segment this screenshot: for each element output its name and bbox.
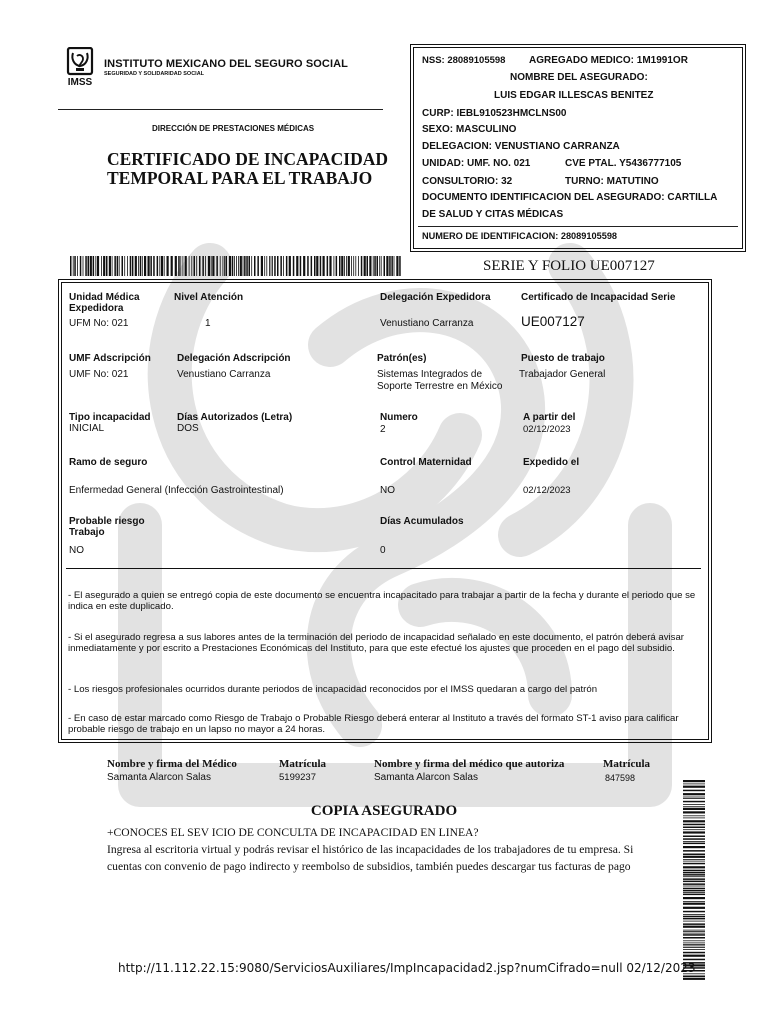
barcode-bar [683, 978, 705, 980]
barcode-bar [341, 256, 343, 276]
barcode-bar [683, 863, 705, 865]
barcode-bar [683, 811, 705, 813]
certificado-serie-label: Certificado de Incapacidad Serie [521, 292, 676, 303]
details-box-inner [61, 282, 709, 740]
barcode-vertical [683, 780, 705, 980]
barcode-bar [355, 256, 356, 276]
barcode-bar [683, 903, 705, 905]
barcode-bar [208, 256, 210, 276]
barcode-bar [271, 256, 272, 276]
barcode-bar [130, 256, 132, 276]
barcode-bar [112, 256, 113, 276]
barcode-bar [199, 256, 201, 276]
barcode-bar [683, 881, 705, 883]
promo-body: Ingresa al escritoria virtual y podrás revisar el histórico de las incapacidades de los trabajadores de tu empresa. Si cuentas con convenio de pago indirecto y reembolso de subsidios, también puedes descargar tus facturas de pago [107, 843, 634, 873]
barcode-bar [683, 888, 705, 890]
info-separator [418, 226, 738, 227]
barcode-bar [683, 921, 705, 922]
barcode-bar [109, 256, 111, 276]
barcode-bar [344, 256, 345, 276]
barcode-bar [683, 786, 705, 788]
barcode-bar [132, 256, 134, 276]
ramo-seguro-value: Enfermedad General (Infección Gastrointestinal) [69, 485, 284, 496]
barcode-bar [303, 256, 305, 276]
barcode-bar [396, 256, 398, 276]
delegacion-adscripcion-label: Delegación Adscripción [177, 353, 291, 364]
documento-identificacion-2: DE SALUD Y CITAS MÉDICAS [422, 209, 564, 220]
barcode-bar [353, 256, 354, 276]
barcode-bar [381, 256, 382, 276]
barcode-bar [683, 836, 705, 838]
barcode-bar [307, 256, 309, 276]
barcode-bar [257, 256, 259, 276]
barcode-bar [224, 256, 225, 276]
probable-riesgo-value: NO [69, 545, 84, 556]
barcode-bar [683, 878, 705, 880]
barcode-bar [683, 843, 705, 845]
barcode-bar [246, 256, 248, 276]
barcode-bar [251, 256, 252, 276]
a-partir-label: A partir del [523, 412, 576, 423]
barcode-bar [683, 818, 705, 819]
barcode-bar [683, 911, 705, 913]
barcode-bar [161, 256, 163, 276]
barcode-bar [683, 870, 705, 872]
barcode-bar [346, 256, 347, 276]
notice-paragraph-2: - Si el asegurado regresa a sus labores antes de la terminación del periodo de incapacidad señalado en este documento, el patrón deberá avisar inmediatamente y por escrito a Prestaciones Económicas del Instituto, para que este efectué los ajustes que proceden en el pago del subsidio. [68, 632, 684, 654]
barcode-bar [683, 804, 705, 805]
ramo-seguro-label: Ramo de seguro [69, 457, 148, 468]
probable-riesgo-label-1: Probable riesgo [69, 516, 145, 527]
nss: NSS: 28089105598 [422, 55, 506, 66]
barcode-bar [683, 940, 705, 941]
barcode-bar [683, 918, 705, 920]
title-line-2: TEMPORAL PARA EL TRABAJO [107, 168, 373, 188]
umf-adscripcion-label: UMF Adscripción [69, 353, 151, 364]
barcode-bar [377, 256, 379, 276]
barcode-bar [83, 256, 84, 276]
unidad-medica-value: UFM No: 021 [69, 318, 129, 329]
barcode-bar [232, 256, 234, 276]
barcode-bar [240, 256, 242, 276]
unidad-medica-label-2: Expedidora [69, 303, 124, 314]
barcode-bar [211, 256, 212, 276]
title-line-1: CERTIFICADO DE INCAPACIDAD [107, 149, 389, 169]
institute-name: INSTITUTO MEXICANO DEL SEGURO SOCIAL [104, 58, 348, 70]
sexo: SEXO: MASCULINO [422, 124, 517, 135]
barcode-bar [229, 256, 231, 276]
barcode-bar [164, 256, 165, 276]
barcode-bar [93, 256, 95, 276]
barcode-bar [683, 827, 705, 829]
nivel-atencion-label: Nivel Atención [174, 292, 244, 303]
barcode-bar [367, 256, 369, 276]
barcode-bar [683, 890, 705, 892]
notice-paragraph-1: - El asegurado a quien se entregó copia de este documento se encuentra incapacitado para trabajar a partir de la fecha y durante el periodo que se indica en este duplicado. [68, 590, 696, 612]
barcode-bar [391, 256, 393, 276]
barcode-bar [683, 944, 705, 945]
barcode-bar [329, 256, 331, 276]
barcode-bar [683, 923, 705, 925]
barcode-bar [274, 256, 276, 276]
barcode-bar [683, 946, 705, 947]
autoriza-value: Samanta Alarcon Salas [374, 772, 478, 783]
barcode-bar [683, 850, 705, 852]
barcode-bar [277, 256, 279, 276]
direccion-label: DIRECCIÓN DE PRESTACIONES MÉDICAS [152, 124, 315, 133]
puesto-label: Puesto de trabajo [521, 353, 605, 364]
autoriza-label: Nombre y firma del médico que autoriza [374, 758, 565, 770]
barcode-bar [683, 861, 705, 862]
probable-riesgo-label-2: Trabajo [69, 527, 105, 538]
barcode-bar [348, 256, 350, 276]
barcode-bar [73, 256, 74, 276]
barcode-bar [683, 790, 705, 792]
dias-acumulados-label: Días Acumulados [380, 516, 464, 527]
delegacion-expedidora-label: Delegación Expedidora [380, 292, 491, 303]
barcode-bar [269, 256, 270, 276]
barcode-bar [175, 256, 177, 276]
barcode-bar [683, 829, 705, 830]
barcode-bar [369, 256, 371, 276]
patron-value [377, 369, 502, 393]
barcode-bar [236, 256, 237, 276]
a-partir-value: 02/12/2023 [523, 424, 571, 435]
barcode-bar [194, 256, 196, 276]
barcode-bar [683, 874, 705, 876]
barcode-bar [85, 256, 87, 276]
barcode-bar [124, 256, 125, 276]
barcode-bar [286, 256, 288, 276]
barcode-bar [683, 866, 705, 868]
details-separator [66, 568, 701, 569]
barcode-bar [379, 256, 380, 276]
barcode-bar [150, 256, 152, 276]
barcode-bar [249, 256, 251, 276]
notice-paragraph-3: - Los riesgos profesionales ocurridos durante periodos de incapacidad reconocidos por el IMSS quedaran a cargo del patrón [68, 684, 598, 695]
barcode-bar [144, 256, 146, 276]
patron-value-2: Soporte Terrestre en México [377, 381, 503, 392]
medico-value: Samanta Alarcon Salas [107, 772, 211, 783]
matricula-label-1: Matrícula [279, 758, 327, 770]
barcode-bar [683, 892, 705, 893]
dias-letra-label: Días Autorizados (Letra) [177, 412, 293, 423]
barcode-bar [683, 793, 705, 795]
barcode-bar [205, 256, 206, 276]
barcode-bar [683, 914, 705, 915]
barcode-bar [683, 937, 705, 939]
dias-acumulados-value: 0 [380, 545, 386, 556]
barcode-bar [320, 256, 322, 276]
documento-identificacion-1: DOCUMENTO IDENTIFICACION DEL ASEGURADO: CARTILLA [422, 192, 718, 203]
unidad-medica-label [69, 292, 140, 314]
barcode-bar [336, 256, 338, 276]
barcode-bar [266, 256, 267, 276]
barcode-bar [196, 256, 197, 276]
barcode-bar [202, 256, 204, 276]
copia-asegurado: COPIA ASEGURADO [310, 803, 458, 819]
puesto-value: Trabajador General [519, 369, 606, 380]
barcode-bar [683, 820, 705, 822]
document-title [107, 150, 388, 188]
barcode-bar [280, 256, 282, 276]
barcode-bar [683, 933, 705, 934]
barcode-bar [90, 256, 92, 276]
nivel-atencion-value: 1 [205, 318, 211, 329]
barcode-bar [683, 797, 705, 798]
matricula-label-2: Matrícula [603, 758, 651, 770]
barcode-bar [683, 846, 705, 848]
barcode-bar [683, 801, 705, 803]
agregado-medico: AGREGADO MEDICO: 1M1991OR [529, 55, 688, 66]
barcode-bar [264, 256, 265, 276]
header-divider [58, 109, 383, 110]
barcode-bar [159, 256, 160, 276]
tipo-incapacidad-label: Tipo incapacidad [69, 412, 151, 423]
control-maternidad-label: Control Maternidad [380, 457, 472, 468]
barcode-bar [300, 256, 302, 276]
tipo-incapacidad-value: INICIAL [69, 423, 105, 434]
barcode-bar [212, 256, 214, 276]
unidad-medica-label-1: Unidad Médica [69, 292, 140, 303]
barcode-bar [74, 256, 76, 276]
barcode-bar [97, 256, 99, 276]
barcode-bar [293, 256, 295, 276]
medico-label: Nombre y firma del Médico [107, 758, 237, 770]
notice-paragraph-4: - En caso de estar marcado como Riesgo de Trabajo o Probable Riesgo deberá enterar al Instituto a través del formato ST-1 aviso para calificar probable riesgo de trabajo en un lapso no mayor a 24 horas. [68, 713, 679, 735]
barcode-bar [327, 256, 329, 276]
barcode-bar [683, 947, 705, 948]
barcode-horizontal [70, 256, 402, 276]
barcode-bar [88, 256, 90, 276]
barcode-bar [296, 256, 298, 276]
barcode-bar [683, 883, 705, 885]
matricula-value-1: 5199237 [279, 772, 316, 783]
matricula-value-2: 847598 [605, 773, 636, 783]
barcode-bar [157, 256, 159, 276]
barcode-bar [683, 831, 705, 833]
barcode-bar [394, 256, 395, 276]
barcode-bar [386, 256, 388, 276]
barcode-bar [683, 784, 705, 785]
barcode-bar [683, 856, 705, 858]
barcode-bar [106, 256, 108, 276]
barcode-bar [374, 256, 376, 276]
barcode-bar [95, 256, 96, 276]
barcode-bar [183, 256, 184, 276]
barcode-bar [683, 943, 705, 944]
barcode-bar [70, 256, 72, 276]
barcode-bar [254, 256, 256, 276]
barcode-bar [261, 256, 263, 276]
barcode-bar [140, 256, 142, 276]
barcode-bar [399, 256, 401, 276]
barcode-bar [683, 926, 705, 928]
barcode-bar [101, 256, 102, 276]
nombre-asegurado: LUIS EDGAR ILLESCAS BENITEZ [494, 90, 654, 101]
cve-ptal: CVE PTAL. Y5436777105 [565, 158, 682, 169]
barcode-bar [683, 824, 705, 826]
barcode-bar [220, 256, 221, 276]
barcode-bar [226, 256, 228, 276]
barcode-bar [153, 256, 155, 276]
barcode-bar [323, 256, 325, 276]
barcode-bar [683, 930, 705, 931]
barcode-bar [114, 256, 116, 276]
probable-riesgo-label [69, 516, 145, 538]
barcode-bar [314, 256, 316, 276]
barcode-bar [683, 886, 705, 887]
barcode-bar [167, 256, 169, 276]
barcode-bar [384, 256, 386, 276]
barcode-bar [361, 256, 363, 276]
barcode-bar [316, 256, 318, 276]
numero-value: 2 [380, 424, 386, 435]
barcode-bar [243, 256, 244, 276]
barcode-bar [339, 256, 341, 276]
barcode-bar [138, 256, 139, 276]
barcode-bar [683, 949, 705, 950]
turno: TURNO: MATUTINO [565, 176, 659, 187]
barcode-bar [216, 256, 218, 276]
barcode-bar [683, 955, 705, 957]
dias-letra-value: DOS [177, 423, 199, 434]
barcode-bar [683, 907, 705, 909]
barcode-bar [683, 780, 705, 782]
barcode-bar [185, 256, 187, 276]
barcode-bar [389, 256, 391, 276]
barcode-bar [234, 256, 235, 276]
delegacion-adscripcion-value: Venustiano Carranza [177, 369, 271, 380]
barcode-bar [683, 934, 705, 936]
barcode-bar [351, 256, 352, 276]
consultorio: CONSULTORIO: 32 [422, 176, 513, 187]
barcode-bar [683, 894, 705, 896]
barcode-bar [119, 256, 120, 276]
numero-label: Numero [380, 412, 418, 423]
serie-folio: SERIE Y FOLIO UE007127 [483, 258, 655, 274]
expedido-value: 02/12/2023 [523, 485, 571, 496]
barcode-bar [683, 798, 705, 799]
expedido-label: Expedido el [523, 457, 580, 468]
barcode-bar [191, 256, 192, 276]
barcode-bar [683, 872, 705, 874]
barcode-bar [135, 256, 137, 276]
barcode-bar [103, 256, 105, 276]
barcode-bar [171, 256, 173, 276]
barcode-bar [683, 808, 705, 810]
barcode-bar [117, 256, 119, 276]
barcode-bar [683, 931, 705, 932]
barcode-bar [683, 876, 705, 877]
barcode-bar [683, 901, 705, 902]
barcode-bar [683, 838, 705, 840]
barcode-bar [683, 952, 705, 954]
promo-question: +CONOCES EL SEV ICIO DE CONCULTA DE INCAPACIDAD EN LINEA? [107, 826, 479, 839]
unidad: UNIDAD: UMF. NO. 021 [422, 158, 531, 169]
delegacion: DELEGACION: VENUSTIANO CARRANZA [422, 141, 620, 152]
barcode-bar [683, 976, 705, 978]
barcode-bar [373, 256, 374, 276]
certificado-serie-value: UE007127 [521, 314, 585, 329]
barcode-bar [148, 256, 150, 276]
institute-subtitle: SEGURIDAD Y SOLIDARIDAD SOCIAL [104, 71, 205, 77]
control-maternidad-value: NO [380, 485, 395, 496]
barcode-bar [77, 256, 78, 276]
barcode-bar [80, 256, 82, 276]
barcode-bar [358, 256, 359, 276]
barcode-bar [683, 959, 705, 961]
barcode-bar [289, 256, 291, 276]
barcode-bar [683, 897, 705, 899]
barcode-bar [189, 256, 190, 276]
barcode-bar [238, 256, 239, 276]
barcode-bar [142, 256, 143, 276]
barcode-bar [311, 256, 313, 276]
barcode-bar [683, 916, 705, 918]
barcode-bar [272, 256, 273, 276]
imss-logo [64, 47, 96, 87]
barcode-bar [283, 256, 284, 276]
barcode-bar [178, 256, 180, 276]
numero-identificacion: NUMERO DE IDENTIFICACION: 28089105598 [422, 231, 618, 241]
barcode-bar [127, 256, 128, 276]
patron-value-1: Sistemas Integrados de [377, 369, 483, 380]
nombre-label: NOMBRE DEL ASEGURADO: [510, 72, 648, 83]
umf-adscripcion-value: UMF No: 021 [69, 369, 129, 380]
logo-text: IMSS [67, 77, 93, 87]
barcode-bar [122, 256, 124, 276]
curp: CURP: IEBL910523HMCLNS00 [422, 108, 567, 119]
barcode-bar [683, 841, 705, 842]
barcode-bar [244, 256, 246, 276]
barcode-bar [683, 806, 705, 807]
delegacion-expedidora-value: Venustiano Carranza [380, 318, 474, 329]
barcode-bar [223, 256, 224, 276]
patron-label: Patrón(es) [377, 353, 427, 364]
barcode-bar [683, 859, 705, 860]
barcode-bar [683, 854, 705, 856]
barcode-bar [683, 815, 705, 816]
barcode-bar [180, 256, 181, 276]
barcode-bar [334, 256, 335, 276]
barcode-bar [364, 256, 366, 276]
footer-url: http://11.112.22.15:9080/ServiciosAuxiliares/ImpIncapacidad2.jsp?numCifrado=null 02/12/2023 [118, 961, 696, 975]
